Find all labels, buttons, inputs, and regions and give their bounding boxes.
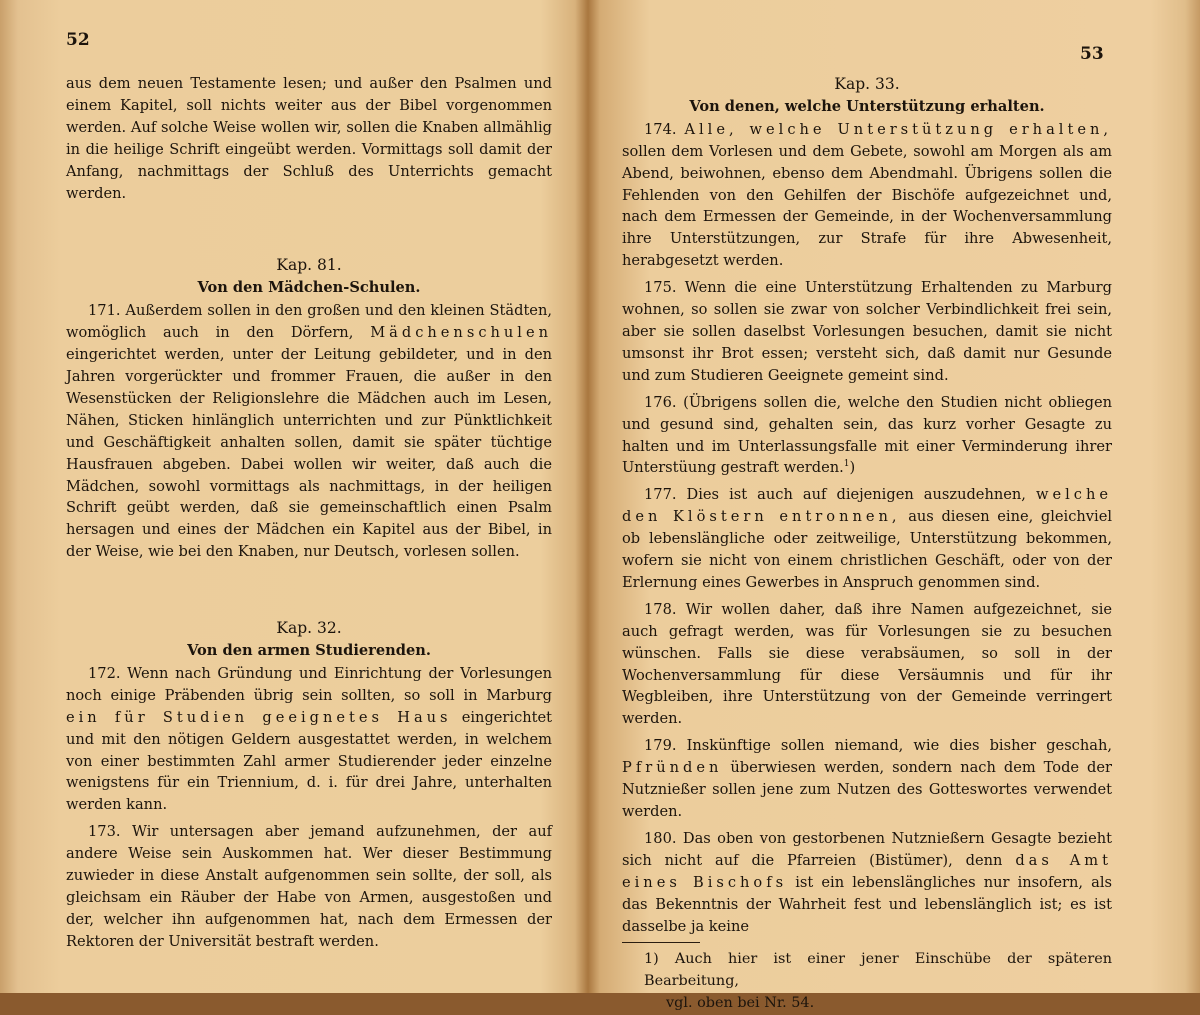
chapter-33-heading: Kap. 33. <box>834 75 900 93</box>
paragraph-176: 176. (Übrigens sollen die, welche den Studien nicht obliegen und gesund sind, gehalten sein, das kurz vorher Gesagte zu halten und im Unterlassungsfalle mit einer Verminderung ihrer Unterstüung gestraft werden.$^1$) <box>622 393 1112 477</box>
left-page-body <box>66 73 552 958</box>
paragraph-171: 171. Außerdem sollen in den großen und den kleinen Städten, womöglich auch in den Dörfern, Mädchenschulen eingerichtet werden, unter der Leitung gebildeter, und in den Jahren vorgerückter und frommer Frauen, die außer in den Wesenstücken der Religionslehre die Mädchen auch im Lesen, Nähen, Sticken hinlänglich unterrichten und zur Pünktlichkeit und Geschäftigkeit anhalten sollen, damit sie später tüchtige Hausfrauen abgeben. Dabei wollen wir weiter, daß auch die Mädchen, sowohl vormittags als nachmittags, in der heiligen Schrift geübt werden, daß sie gemeinschaftlich einen Psalm hersagen und eines der Mädchen ein Kapitel aus der Bibel, in der Weise, wie bei den Knaben, nur Deutsch, vorlesen sollen. <box>66 302 552 561</box>
footnote-marker: 1 <box>843 459 850 470</box>
right-page <box>588 0 1200 1012</box>
page-number-right: 53 <box>1080 44 1104 64</box>
paragraph-179: 179. Inskünftige sollen niemand, wie dies bisher geschah, Pfründen überwiesen werden, sondern nach dem Tode der Nutznießer sollen jene zum Nutzen des Gotteswortes verwendet werden. <box>622 737 1112 820</box>
right-page-body <box>622 74 1112 1015</box>
chapter-81-title: Von den Mädchen-Schulen. <box>197 279 421 297</box>
chapter-32-title: Von den armen Studierenden. <box>187 642 431 660</box>
paragraph-172: 172. Wenn nach Gründung und Einrichtung der Vorlesungen noch einige Präbenden übrig sein sollten, so soll in Marburg ein für Studien geeignetes Haus eingerichtet und mit den nötigen Geldern ausgestattet werden, in welchem von einer bestimmten Zahl armer Studierender jeder einzelne wenigstens für ein Triennium, d. i. für drei Jahre, unterhalten werden kann. <box>66 664 553 814</box>
emphasis-spaced: Alle, welche Unterstützung erhalten, <box>684 120 1112 138</box>
page-number-left: 52 <box>66 30 90 50</box>
emphasis-spaced: welche den Klöstern entronnen, <box>622 486 1112 526</box>
paragraph-173: 173. Wir untersagen aber jemand aufzunehmen, der auf andere Weise sein Auskommen hat. Wer dieser Bestimmung zuwieder in diese Anstalt aufgenommen sein sollte, der soll, als gleichsam ein Räuber der Habe von Armen, ausgestoßen und der, welcher ihn aufgenommen hat, nach dem Ermessen der Rektoren der Universität bestraft werden. <box>66 823 552 950</box>
left-page <box>0 0 588 993</box>
footnote: 1) Auch hier ist einer jener Einschübe der späteren Bearbeitung, vgl. oben bei Nr. 54. <box>644 951 1112 1012</box>
footnote-rule <box>622 942 700 943</box>
emphasis-spaced: Pfründen <box>622 759 723 777</box>
chapter-33-title: Von denen, welche Unterstützung erhalten. <box>689 97 1045 115</box>
paragraph-180: 180. Das oben von gestorbenen Nutznießern Gesagte bezieht sich nicht auf die Pfarreien (Bistümer), denn das Amt eines Bischofs ist ein lebenslängliches nur insofern, als das Bekenntnis der Wahrheit fest und lebenslänglich ist; es ist dasselbe ja keine <box>622 829 1113 935</box>
chapter-32-heading: Kap. 32. <box>276 619 342 638</box>
paragraph-174: 174. Alle, welche Unterstützung erhalten, sollen dem Vorlesen und dem Gebete, sowohl am Morgen als am Abend, beiwohnen, ebenso dem Abendmahl. Übrigens sollen die Fehlenden von den Gehilfen der Bischöfe aufgezeichnet und, nach dem Ermessen der Gemeinde, in der Wochenversammlung ihre Unterstützungen, zur Strafe für ihre Abwesenheit, herabgesetzt werden. <box>622 120 1112 270</box>
emphasis-spaced: Mädchenschulen <box>370 324 552 342</box>
paragraph-175: 175. Wenn die eine Unterstützung Erhaltenden zu Marburg wohnen, so sollen sie zwar von solcher Verbindlichkeit frei sein, aber sie sollen daselbst Vorlesungen besuchen, damit sie nicht umsonst ihr Brot essen; versteht sich, daß damit nur Gesunde und zum Studieren Geeignete gemeint sind. <box>622 279 1112 384</box>
emphasis-spaced: ein für Studien geeignetes Haus <box>66 708 452 726</box>
paragraph-177: 177. Dies ist auch auf diejenigen auszudehnen, welche den Klöstern entronnen, aus diesen eine, gleichviel ob lebenslängliche oder zeitweilige, Unterstützung bekommen, wofern sie nicht von einem christlichen Geschäft, oder von der Erlernung eines Gewerbes in Anspruch genommen sind. <box>622 486 1112 591</box>
chapter-81-heading: Kap. 81. <box>276 256 342 275</box>
emphasis-spaced: das Amt eines Bischofs <box>622 851 1113 891</box>
paragraph-178: 178. Wir wollen daher, daß ihre Namen aufgezeichnet, sie auch gefragt werden, was für Vorlesungen sie zu besuchen wünschen. Falls sie diese verabsäumen, so soll in der Wochenversammlung für diese Versäumnis und für ihr Wegbleiben, ihre Unterstützung von der Gemeinde verringert werden. <box>622 600 1112 728</box>
opening-paragraph: aus dem neuen Testamente lesen; und außer den Psalmen und einem Kapitel, soll nichts weiter aus der Bibel vorgenommen werden. Auf solche Weise wollen wir, sollen die Knaben allmählig in die heilige Schrift eingeübt werden. Vormittags soll damit der Anfang, nachmittags der Schluß des Unterrichts gemacht werden. <box>66 75 552 202</box>
